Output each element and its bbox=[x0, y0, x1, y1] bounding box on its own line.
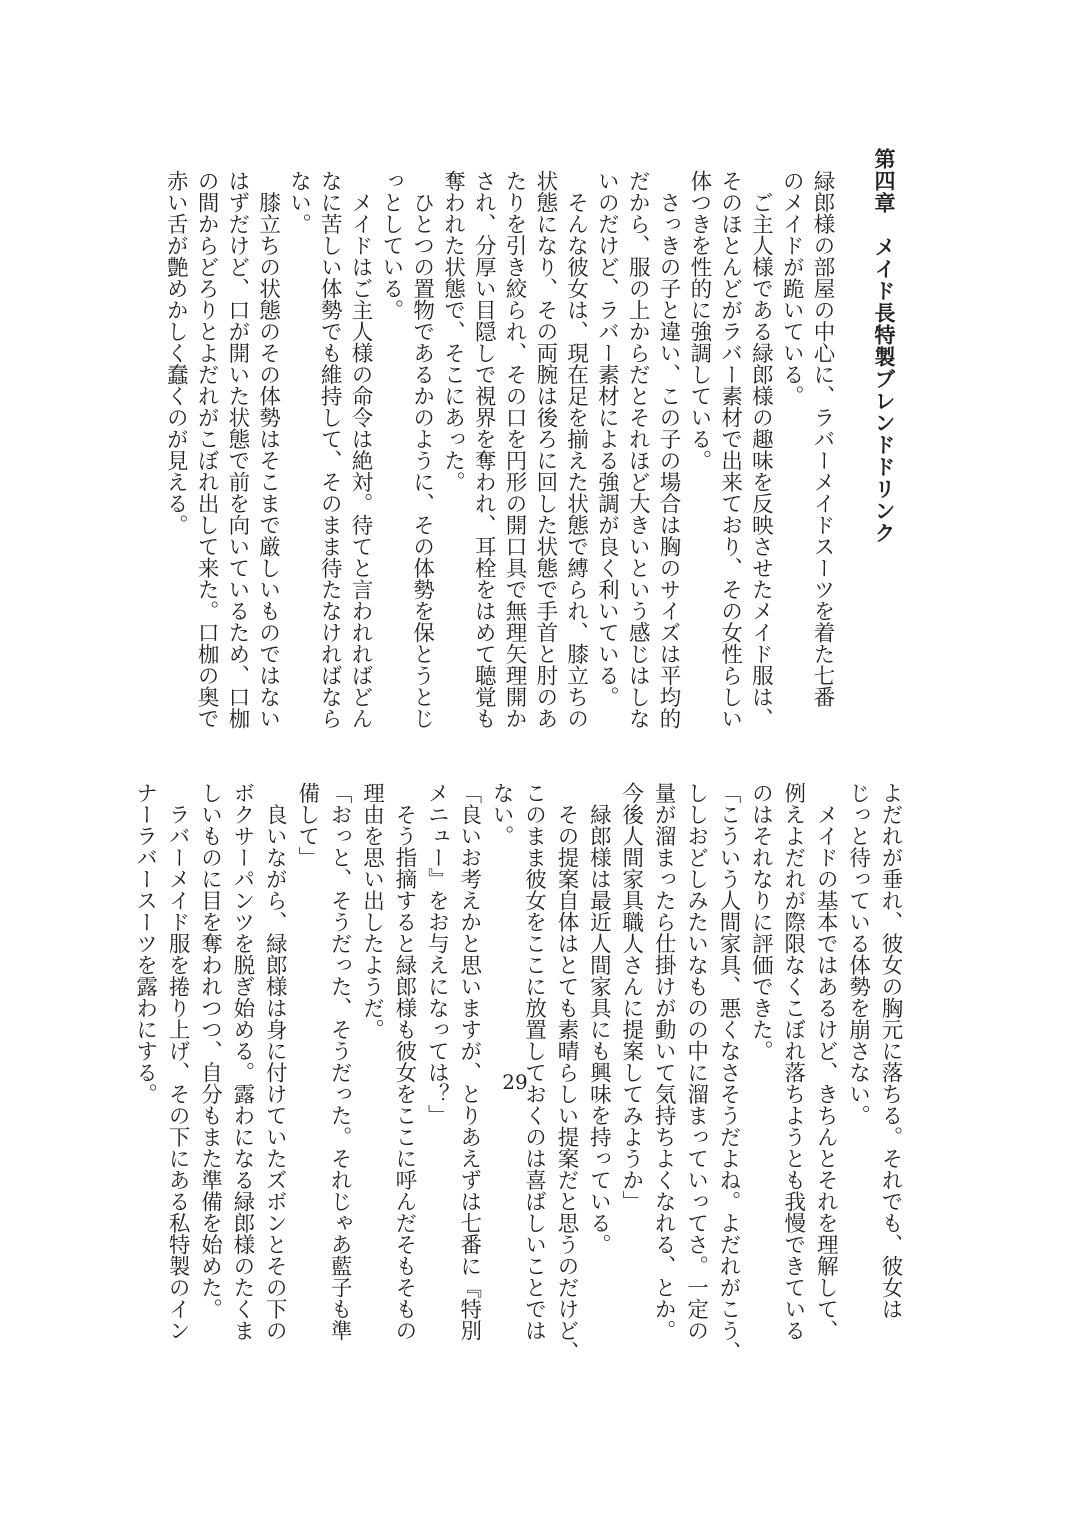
text-line: ひとつの置物であるかのように、その体勢を保とうとじ bbox=[409, 170, 435, 729]
chapter-title: 第四章 メイド長特製ブレンドドリンク bbox=[872, 148, 896, 544]
text-line: 「おっと、そうだった、そうだった。それじゃあ藍子も準 bbox=[327, 782, 353, 1341]
text-line: っとしている。 bbox=[378, 170, 404, 321]
text-line: 「良いお考えかと思いますが、とりあえずは七番に『特別 bbox=[456, 782, 482, 1341]
text-line: 量が溜まったら仕掛けが動いて気持ちよくなれる、とか。 bbox=[651, 782, 677, 1341]
text-line: ない。 bbox=[286, 170, 312, 235]
text-line: ラバーメイド服を捲り上げ、その下にある私特製のイン bbox=[165, 782, 191, 1341]
text-line: 赤い舌が艶めかしく蠢くのが見える。 bbox=[163, 170, 189, 536]
text-block-top bbox=[159, 170, 837, 729]
text-line: 奪われた状態で、そこにあった。 bbox=[440, 170, 466, 493]
text-line: そんな彼女は、現在足を揃えた状態で縛られ、膝立ちの bbox=[563, 170, 589, 729]
text-line: はずだけど、口が開いた状態で前を向いているため、口枷 bbox=[224, 170, 250, 729]
text-line: 体つきを性的に強調している。 bbox=[686, 170, 712, 471]
text-line: され、分厚い目隠しで視界を奪われ、耳栓をはめて聴覚も bbox=[471, 170, 497, 729]
text-line: のメイドが跪いている。 bbox=[779, 170, 805, 407]
text-line: よだれが垂れ、彼女の胸元に落ちる。それでも、彼女は bbox=[878, 782, 903, 1320]
text-line: 膝立ちの状態のその体勢はそこまで厳しいものではない bbox=[255, 170, 281, 729]
text-line: ない。 bbox=[489, 782, 515, 847]
text-line: だから、服の上からだとそれほど大きいという感じはしな bbox=[625, 170, 651, 729]
text-line: たりを引き絞られ、その口を円形の開口具で無理矢理開か bbox=[502, 170, 528, 729]
text-line: その提案自体はとても素晴らしい提案だと思うのだけど、 bbox=[553, 782, 579, 1363]
text-line: 備して」 bbox=[294, 782, 320, 868]
text-line: メイドの基本ではあるけど、きちんとそれを理解して、 bbox=[813, 782, 839, 1341]
text-line: しいものに目を奪われつつ、自分もまた準備を始めた。 bbox=[197, 782, 223, 1320]
text-line: のはそれなりに評価できた。 bbox=[748, 782, 774, 1062]
text-line: いのだけど、ラバー素材による強調が良く利いている。 bbox=[594, 170, 620, 708]
text-line: 緑郎様の部屋の中心に、ラバーメイドスーツを着た七番 bbox=[810, 170, 835, 708]
text-line: メニュー』をお与えになっては？」 bbox=[424, 782, 450, 1126]
text-line: 今後人間家具職人さんに提案してみようか」 bbox=[618, 782, 644, 1212]
text-line: 理由を思い出したようだ。 bbox=[359, 782, 385, 1040]
text-line: 例えよだれが際限なくこぼれ落ちようとも我慢できている bbox=[780, 782, 806, 1341]
text-line: ナーラバースーツを露わにする。 bbox=[132, 782, 158, 1105]
text-line: の間からどろりとよだれがこぼれ出して来た。口枷の奥で bbox=[194, 170, 220, 729]
text-line: そのほとんどがラバー素材で出来ており、その女性らしい bbox=[717, 170, 743, 729]
text-line: 緑郎様は最近人間家具にも興味を持っている。 bbox=[586, 782, 612, 1255]
page-number: 29 bbox=[502, 1070, 528, 1094]
text-line: このまま彼女をここに放置しておくのは喜ばしいことでは bbox=[521, 782, 547, 1341]
text-line: ボクサーパンツを脱ぎ始める。露わになる緑郎様のたくま bbox=[229, 782, 255, 1341]
text-line: さっきの子と違い、この子の場合は胸のサイズは平均的 bbox=[656, 170, 682, 729]
text-line: じっと待っている体勢を崩さない。 bbox=[845, 782, 871, 1126]
text-line: 良いながら、緑郎様は身に付けていたズボンとその下の bbox=[262, 782, 288, 1341]
text-line: なに苦しい体勢でも維持して、そのまま待たなければなら bbox=[317, 170, 343, 729]
text-line: そう指摘すると緑郎様も彼女をここに呼んだそもそもの bbox=[391, 782, 417, 1341]
text-line: 「こういう人間家具、悪くなさそうだよね。よだれがこう、 bbox=[715, 782, 741, 1363]
text-line: 状態になり、その両腕は後ろに回した状態で手首と肘のあ bbox=[532, 170, 558, 729]
text-line: ご主人様である緑郎様の趣味を反映させたメイド服は、 bbox=[748, 170, 774, 729]
text-line: メイドはご主人様の命令は絶対。待てと言われればどん bbox=[348, 170, 374, 729]
text-line: ししおどしみたいなものの中に溜まっていってさ。一定の bbox=[683, 782, 709, 1341]
